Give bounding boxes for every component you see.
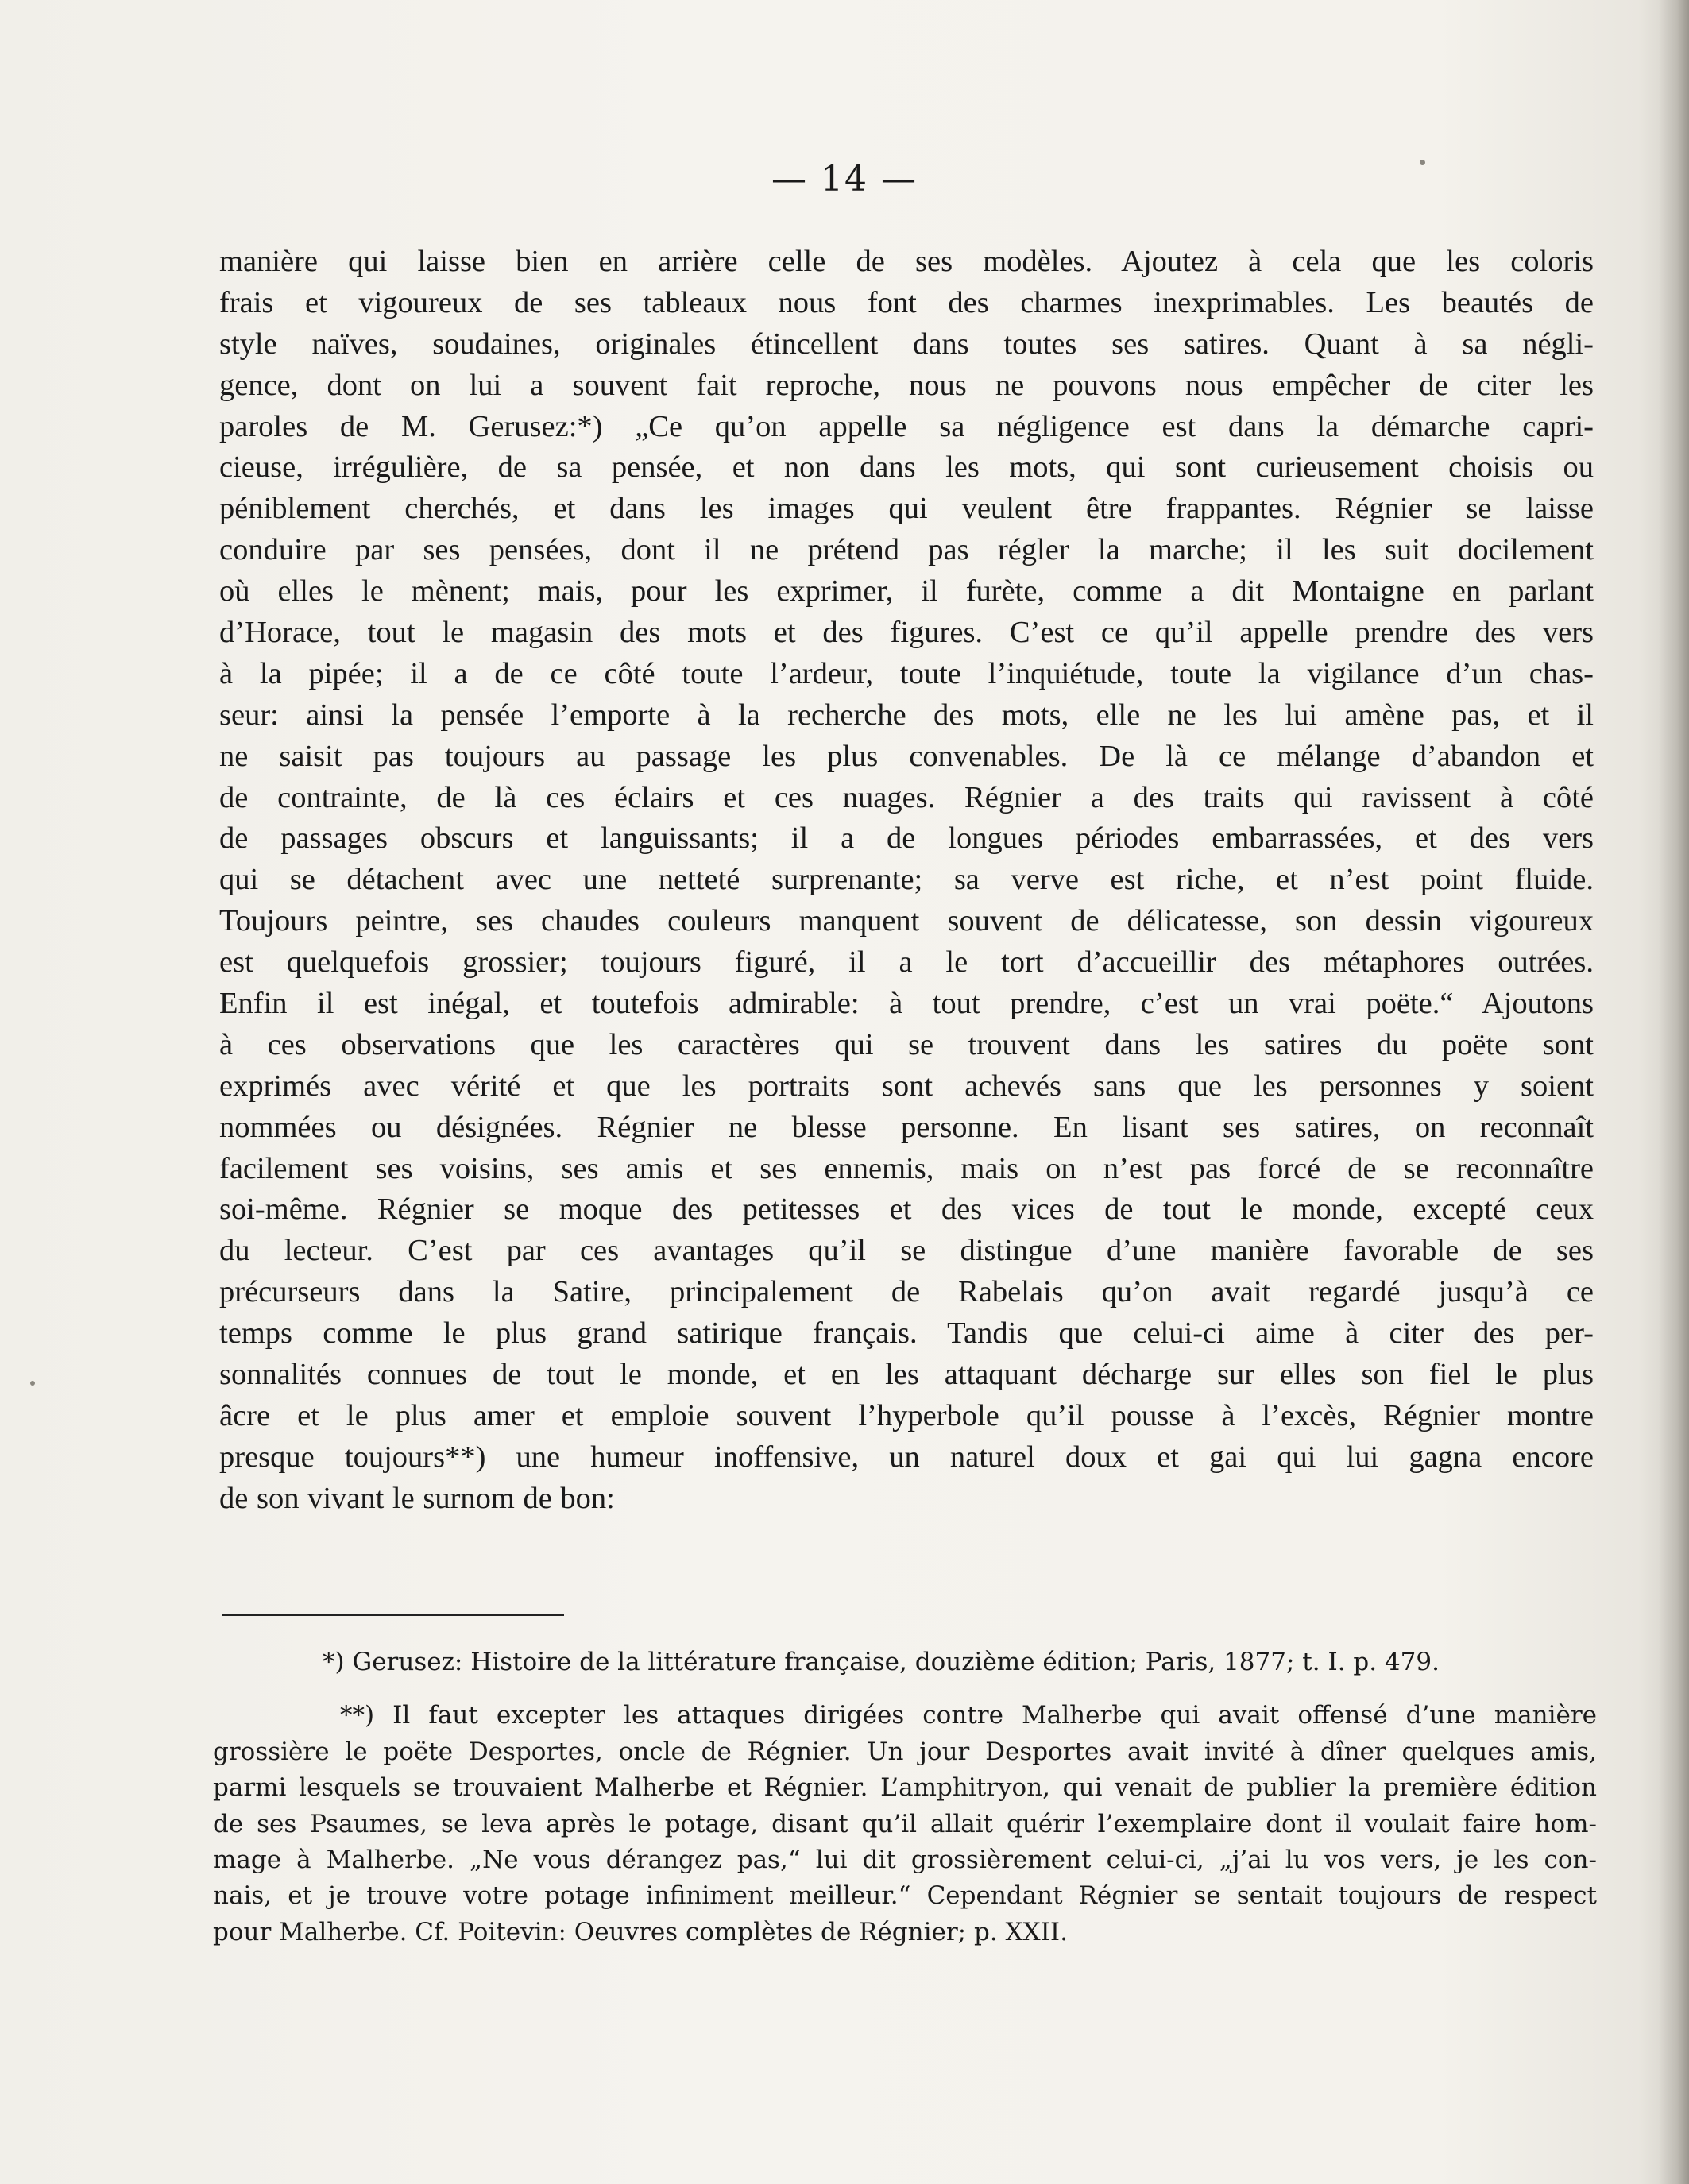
text-line: Toujours peintre, ses chaudes couleurs manquent souvent de délicatesse, son dessin vigoureux	[219, 904, 1594, 938]
footnote-2-line: nais, et je trouve votre potage infiniment meilleur.“ Cependant Régnier se sentait toujours de respect	[213, 1881, 1597, 1911]
paper-speck	[30, 1381, 35, 1386]
footnote-1: *) Gerusez: Histoire de la littérature française, douzième édition; Paris, 1877; t. I. p. 479.	[323, 1648, 1440, 1676]
text-line: est quelquefois grossier; toujours figuré, il a le tort d’accueillir des métaphores outrées.	[219, 945, 1594, 980]
text-line: sonnalités connues de tout le monde, et en les attaquant décharge sur elles son fiel le plus	[219, 1358, 1594, 1392]
text-line: seur: ainsi la pensée l’emporte à la recherche des mots, elle ne les lui amène pas, et il	[219, 698, 1594, 732]
footnote-2-line: pour Malherbe. Cf. Poitevin: Oeuvres complètes de Régnier; p. XXII.	[213, 1917, 1068, 1946]
text-line: soi-même. Régnier se moque des petitesses et des vices de tout le monde, excepté ceux	[219, 1193, 1594, 1227]
text-line: à ces observations que les caractères qui se trouvent dans les satires du poëte sont	[219, 1027, 1594, 1061]
text-line: presque toujours**) une humeur inoffensive, un naturel doux et gai qui lui gagna encore	[219, 1440, 1594, 1474]
text-line: nommées ou désignées. Régnier ne blesse personne. En lisant ses satires, on reconnaît	[219, 1110, 1594, 1144]
text-line: style naïves, soudaines, originales étincellent dans toutes ses satires. Quant à sa négli-	[219, 327, 1594, 361]
text-line: de son vivant le surnom de bon:	[219, 1481, 615, 1515]
paper-speck	[1420, 160, 1425, 165]
text-line: de contrainte, de là ces éclairs et ces nuages. Régnier a des traits qui ravissent à côté	[219, 780, 1594, 814]
page-number: — 14 —	[771, 159, 918, 199]
text-line: paroles de M. Gerusez:*) „Ce qu’on appelle sa négligence est dans la démarche capri-	[219, 409, 1594, 443]
text-line: frais et vigoureux de ses tableaux nous font des charmes inexprimables. Les beautés de	[219, 285, 1594, 319]
footnote-2-line: de ses Psaumes, se leva après le potage, disant qu’il allait quérir l’exemplaire dont il voulait faire hom-	[213, 1809, 1597, 1838]
footnotes-block	[213, 1645, 1597, 1950]
text-line: où elles le mènent; mais, pour les exprimer, il furète, comme a dit Montaigne en parlant	[219, 574, 1594, 609]
text-line: d’Horace, tout le magasin des mots et des figures. C’est ce qu’il appelle prendre des vers	[219, 616, 1594, 650]
page-binding-edge	[1659, 0, 1689, 2184]
text-line: qui se détachent avec une netteté surprenante; sa verve est riche, et n’est point fluide.	[219, 863, 1594, 897]
text-line: précurseurs dans la Satire, principalement de Rabelais qu’on avait regardé jusqu’à ce	[219, 1275, 1594, 1309]
text-line: péniblement cherchés, et dans les images qui veulent être frappantes. Régnier se laisse	[219, 492, 1594, 526]
text-line: âcre et le plus amer et emploie souvent l’hyperbole qu’il pousse à l’excès, Régnier montre	[219, 1398, 1594, 1432]
text-line: temps comme le plus grand satirique français. Tandis que celui-ci aime à citer des per-	[219, 1316, 1594, 1351]
text-line: de passages obscurs et languissants; il a de longues périodes embarrassées, et des vers	[219, 821, 1594, 856]
text-line: cieuse, irrégulière, de sa pensée, et non dans les mots, qui sont curieusement choisis ou	[219, 450, 1594, 485]
text-line: exprimés avec vérité et que les portraits sont achevés sans que les personnes y soient	[219, 1069, 1594, 1103]
text-line: facilement ses voisins, ses amis et ses ennemis, mais on n’est pas forcé de se reconnaître	[219, 1151, 1594, 1185]
text-line: gence, dont on lui a souvent fait reproche, nous ne pouvons nous empêcher de citer les	[219, 368, 1594, 402]
text-line: conduire par ses pensées, dont il ne prétend pas régler la marche; il les suit docilement	[219, 533, 1594, 567]
main-text-block	[219, 242, 1594, 1520]
footnote-2-line: parmi lesquels se trouvaient Malherbe et Régnier. L’amphitryon, qui venait de publier la première édition	[213, 1773, 1597, 1803]
footnote-2-line: grossière le poëte Desportes, oncle de Régnier. Un jour Desportes avait invité à dîner quelques amis,	[213, 1737, 1597, 1766]
text-line: ne saisit pas toujours au passage les plus convenables. De là ce mélange d’abandon et	[219, 739, 1594, 773]
text-line: manière qui laisse bien en arrière celle de ses modèles. Ajoutez à cela que les coloris	[219, 245, 1594, 278]
footnote-2-line: mage à Malherbe. „Ne vous dérangez pas,“ lui dit grossièrement celui-ci, „j’ai lu vos vers, je les con-	[213, 1845, 1597, 1874]
text-line: Enfin il est inégal, et toutefois admirable: à tout prendre, c’est un vrai poëte.“ Ajoutons	[219, 987, 1594, 1021]
text-line: du lecteur. C’est par ces avantages qu’il se distingue d’une manière favorable de ses	[219, 1234, 1594, 1268]
footnote-2-line: **) Il faut excepter les attaques dirigées contre Malherbe qui avait offensé d’une manière	[340, 1701, 1597, 1730]
text-line: à la pipée; il a de ce côté toute l’ardeur, toute l’inquiétude, toute la vigilance d’un chas-	[219, 656, 1594, 690]
footnote-divider	[222, 1614, 564, 1616]
